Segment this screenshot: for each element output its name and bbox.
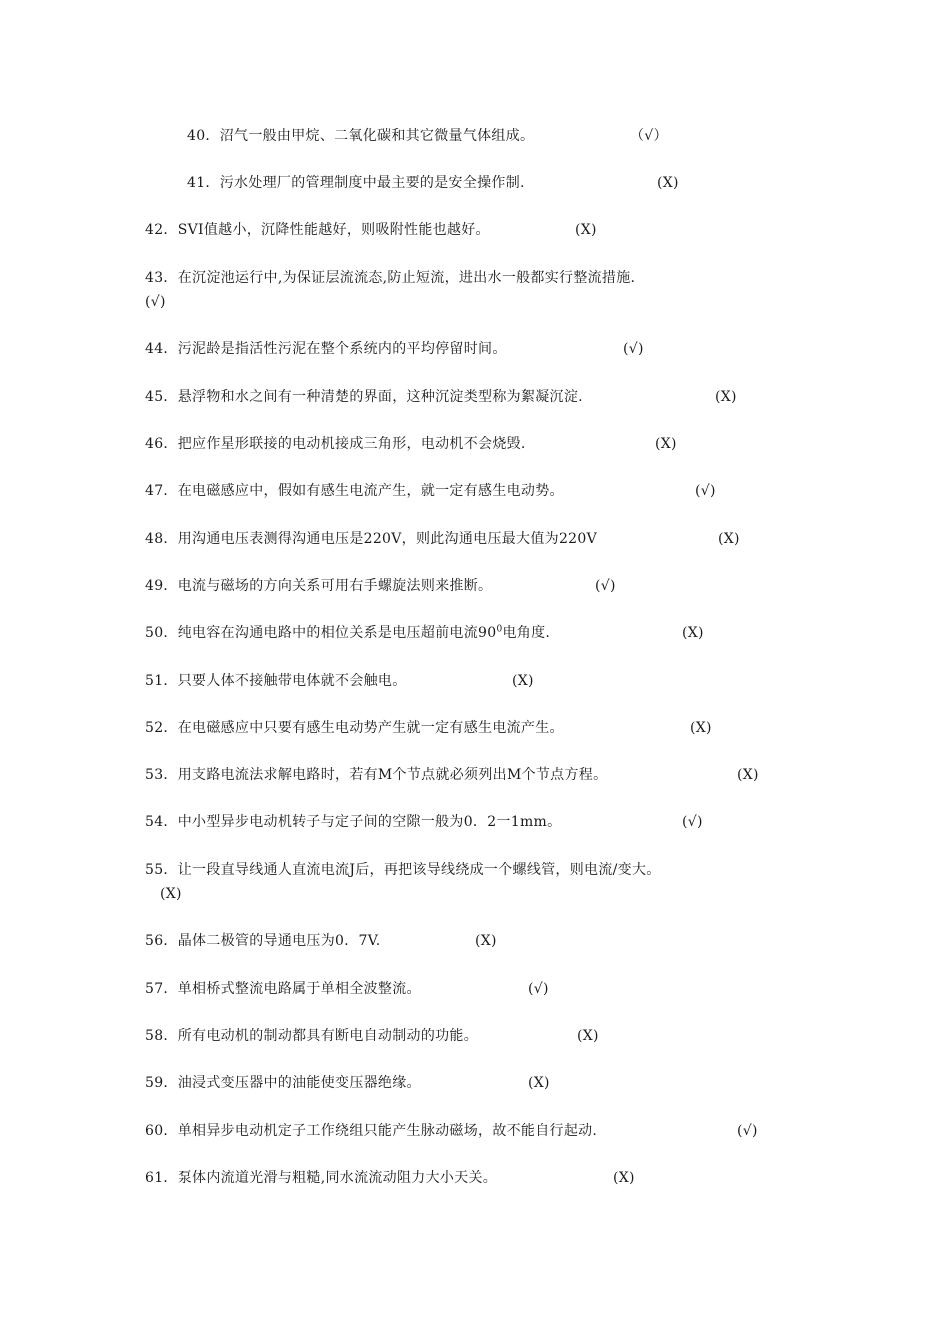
question-text: 把应作星形联接的电动机接成三角形，电动机不会烧毁. <box>177 436 526 452</box>
question-text: SVI值越小，沉降性能越好，则吸附性能也越好。 <box>177 222 490 238</box>
question-number: 55． <box>145 862 178 878</box>
question-53 <box>145 764 759 786</box>
question-text: 所有电动机的制动都具有断电自动制动的功能。 <box>177 1028 479 1044</box>
degree-superscript: 0 <box>496 624 503 635</box>
answer-mark: (X) <box>690 720 712 736</box>
answer-mark: (√) <box>737 1123 758 1139</box>
question-text: 用支路电流法求解电路时，若有M个节点就必须列出M个节点方程。 <box>177 767 608 783</box>
question-50 <box>145 622 704 644</box>
question-text: 用沟通电压表测得沟通电压是220V，则此沟通电压最大值为220V <box>177 531 597 547</box>
question-number: 60． <box>145 1123 178 1139</box>
question-text: 电流与磁场的方向关系可用右手螺旋法则来推断。 <box>177 578 493 594</box>
question-60 <box>145 1120 758 1142</box>
question-number: 48． <box>145 531 178 547</box>
question-text: 只要人体不接触带电体就不会触电。 <box>177 673 407 689</box>
answer-mark: (√) <box>623 341 644 357</box>
question-number: 49． <box>145 578 178 594</box>
answer-mark: (X) <box>160 886 182 902</box>
answer-mark: (X) <box>577 1028 599 1044</box>
question-42 <box>145 219 597 241</box>
question-number: 58． <box>145 1028 178 1044</box>
question-text: 单相桥式整流电路属于单相全波整流。 <box>177 981 421 997</box>
question-number: 57． <box>145 981 178 997</box>
question-45 <box>145 386 737 408</box>
question-58 <box>145 1025 599 1047</box>
answer-mark: (X) <box>475 933 497 949</box>
question-59 <box>145 1072 550 1094</box>
question-text: 在沉淀池运行中,为保证层流流态,防止短流，进出水一般都实行整流措施. <box>177 270 636 286</box>
question-44 <box>145 338 644 360</box>
question-number: 40． <box>187 128 220 144</box>
answer-mark: (X) <box>718 531 740 547</box>
question-number: 42． <box>145 222 178 238</box>
question-46 <box>145 433 677 455</box>
question-43 <box>145 267 635 311</box>
question-number: 45． <box>145 389 178 405</box>
question-text: 中小型异步电动机转子与定子间的空隙一般为0．2一1mm。 <box>177 814 562 830</box>
answer-mark: (X) <box>613 1170 635 1186</box>
question-49 <box>145 575 616 597</box>
question-55 <box>145 859 661 903</box>
question-41 <box>187 172 679 194</box>
answer-mark: (X) <box>528 1075 550 1091</box>
question-52 <box>145 717 712 739</box>
answer-mark: (X) <box>657 175 679 191</box>
question-40 <box>187 125 668 147</box>
answer-mark: (√) <box>682 814 703 830</box>
question-number: 46． <box>145 436 178 452</box>
question-47 <box>145 480 716 502</box>
answer-mark: (√) <box>528 981 549 997</box>
question-text-after: 电角度. <box>502 625 551 641</box>
question-48 <box>145 528 740 550</box>
question-54 <box>145 811 703 833</box>
answer-mark: (√) <box>695 483 716 499</box>
question-text: 单相异步电动机定子工作绕组只能产生脉动磁场，故不能自行起动. <box>177 1123 598 1139</box>
question-text: 泵体内流道光滑与粗糙,同水流流动阻力大小天关。 <box>177 1170 498 1186</box>
answer-mark: (X) <box>512 673 534 689</box>
question-56 <box>145 930 497 952</box>
question-number: 44． <box>145 341 178 357</box>
question-number: 50． <box>145 625 178 641</box>
question-61 <box>145 1167 635 1189</box>
question-51 <box>145 670 534 692</box>
question-number: 59． <box>145 1075 178 1091</box>
question-number: 53． <box>145 767 178 783</box>
question-text: 让一段直导线通人直流电流J后，再把该导线绕成一个螺线管，则电流/变大。 <box>177 862 661 878</box>
question-number: 47． <box>145 483 178 499</box>
answer-mark: (√) <box>595 578 616 594</box>
question-text: 油浸式变压器中的油能使变压器绝缘。 <box>177 1075 421 1091</box>
answer-mark: (X) <box>737 767 759 783</box>
question-text: 污水处理厂的管理制度中最主要的是安全操作制. <box>219 175 525 191</box>
question-text: 污泥龄是指活性污泥在整个系统内的平均停留时间。 <box>177 341 507 357</box>
question-number: 56． <box>145 933 178 949</box>
answer-mark: (X) <box>655 436 677 452</box>
question-number: 52． <box>145 720 178 736</box>
answer-mark: (X) <box>715 389 737 405</box>
question-number: 54． <box>145 814 178 830</box>
question-number: 61． <box>145 1170 178 1186</box>
question-text: 在电磁感应中只要有感生电动势产生就一定有感生电流产生。 <box>177 720 564 736</box>
question-number: 51． <box>145 673 178 689</box>
question-number: 43． <box>145 270 178 286</box>
question-text: 晶体二极管的导通电压为0．7V. <box>177 933 381 949</box>
answer-mark: （√） <box>630 128 668 144</box>
question-text: 悬浮物和水之间有一种清楚的界面，这种沉淀类型称为絮凝沉淀. <box>177 389 583 405</box>
answer-mark: (√) <box>145 294 166 310</box>
answer-mark: (X) <box>575 222 597 238</box>
answer-mark: (X) <box>682 625 704 641</box>
question-text: 纯电容在沟通电路中的相位关系是电压超前电流90 <box>177 625 497 641</box>
question-text: 在电磁感应中，假如有感生电流产生，就一定有感生电动势。 <box>177 483 564 499</box>
question-text: 沼气一般由甲烷、二氧化碳和其它微量气体组成。 <box>219 128 535 144</box>
question-57 <box>145 978 549 1000</box>
question-number: 41． <box>187 175 220 191</box>
